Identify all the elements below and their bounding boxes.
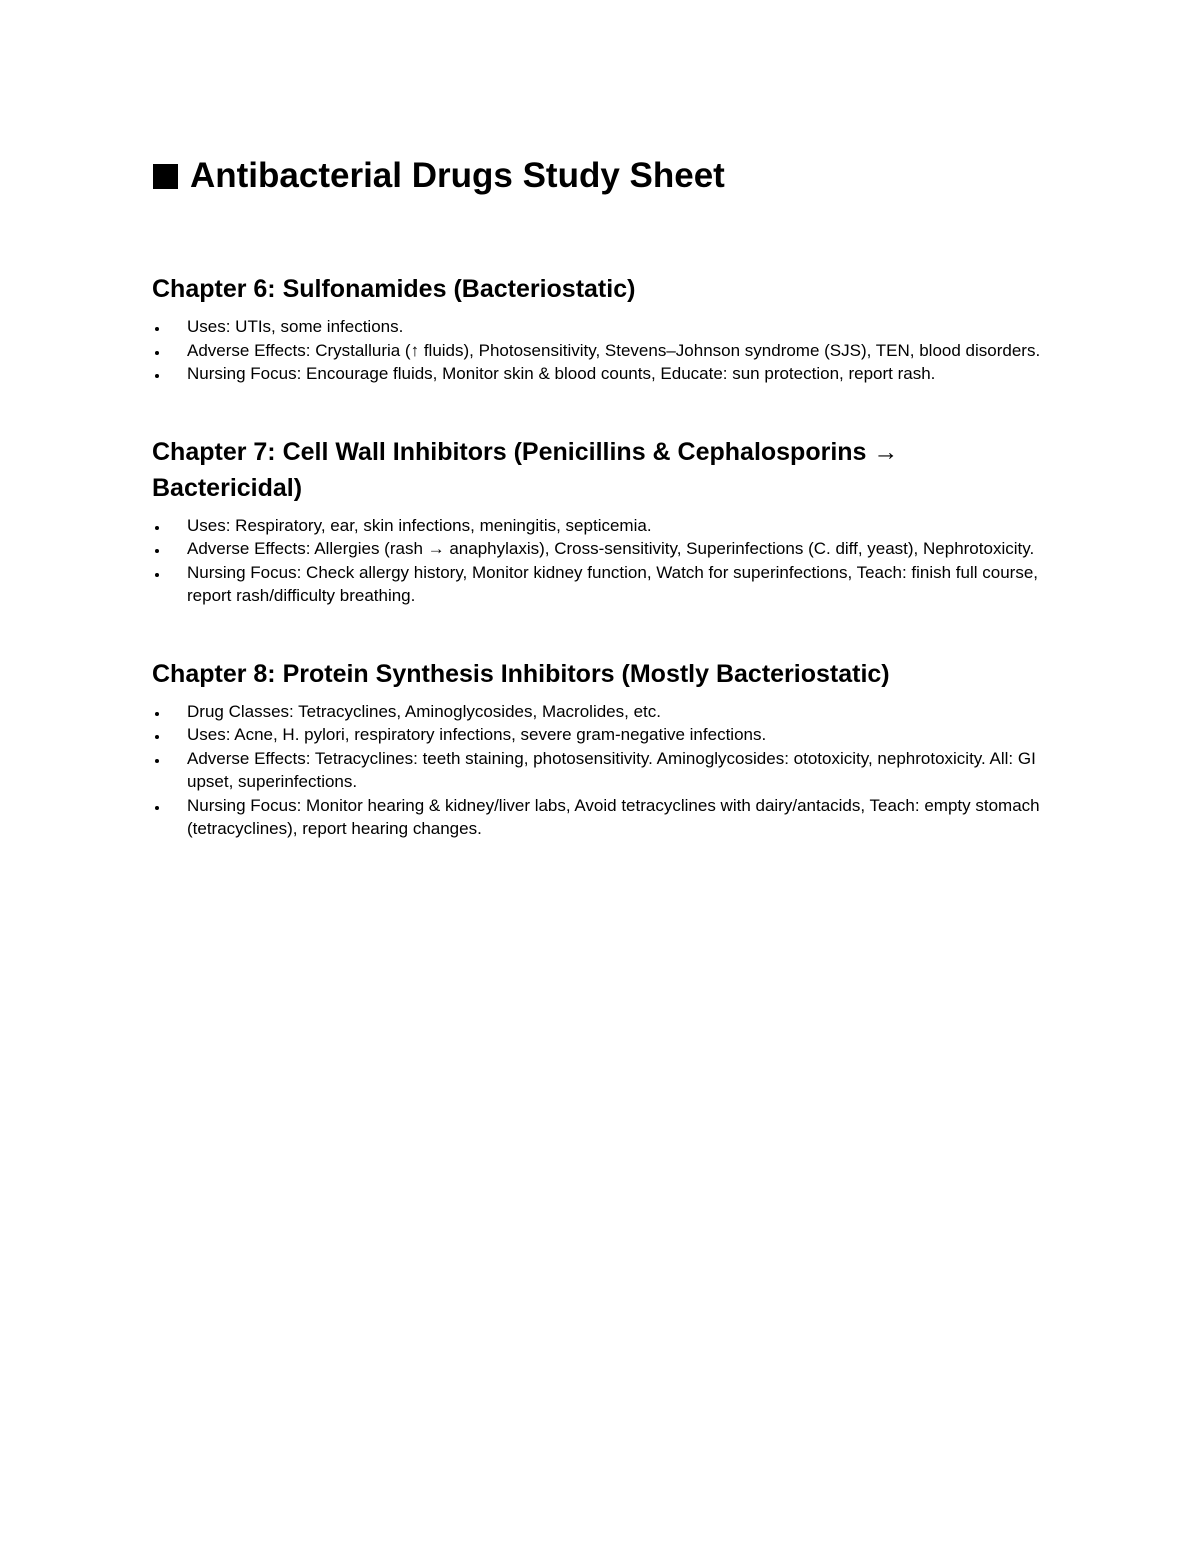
chapter-bullet-list	[152, 514, 1052, 608]
chapter-bullet-list	[152, 700, 1052, 841]
list-item: Uses: Acne, H. pylori, respiratory infections, severe gram-negative infections.	[152, 723, 1052, 747]
chapter-heading: Chapter 8: Protein Synthesis Inhibitors (Mostly Bacteriostatic)	[152, 659, 890, 688]
chapter-6-section	[152, 271, 1052, 386]
list-item: Uses: Respiratory, ear, skin infections, meningitis, septicemia.	[152, 514, 1052, 538]
list-item: Nursing Focus: Monitor hearing & kidney/liver labs, Avoid tetracyclines with dairy/antacids, Teach: empty stomach (tetracyclines), report hearing changes.	[152, 794, 1052, 841]
list-item: Uses: UTIs, some infections.	[152, 315, 1052, 339]
chapter-bullet-list	[152, 315, 1052, 386]
black-square-icon	[153, 164, 178, 189]
chapter-heading: Chapter 7: Cell Wall Inhibitors (Penicillins & Cephalosporins → Bactericidal)	[152, 437, 899, 502]
list-item: Adverse Effects: Crystalluria (↑ fluids), Photosensitivity, Stevens–Johnson syndrome (SJS), TEN, blood disorders.	[152, 339, 1052, 363]
list-item: Adverse Effects: Allergies (rash → anaphylaxis), Cross-sensitivity, Superinfections (C. diff, yeast), Nephrotoxicity.	[152, 537, 1052, 561]
list-item: Nursing Focus: Encourage fluids, Monitor skin & blood counts, Educate: sun protection, report rash.	[152, 362, 1052, 386]
document-title-text: Antibacterial Drugs Study Sheet	[190, 156, 725, 195]
document-title	[152, 152, 1052, 200]
chapter-8-section	[152, 656, 1052, 841]
chapter-heading: Chapter 6: Sulfonamides (Bacteriostatic)	[152, 275, 636, 303]
document-page	[152, 152, 1052, 841]
chapter-7-section	[152, 434, 1052, 608]
list-item: Adverse Effects: Tetracyclines: teeth staining, photosensitivity. Aminoglycosides: ototoxicity, nephrotoxicity. All: GI upset, superinfections.	[152, 747, 1052, 794]
list-item: Nursing Focus: Check allergy history, Monitor kidney function, Watch for superinfections, Teach: finish full course, report rash/difficulty breathing.	[152, 561, 1052, 608]
list-item: Drug Classes: Tetracyclines, Aminoglycosides, Macrolides, etc.	[152, 700, 1052, 724]
